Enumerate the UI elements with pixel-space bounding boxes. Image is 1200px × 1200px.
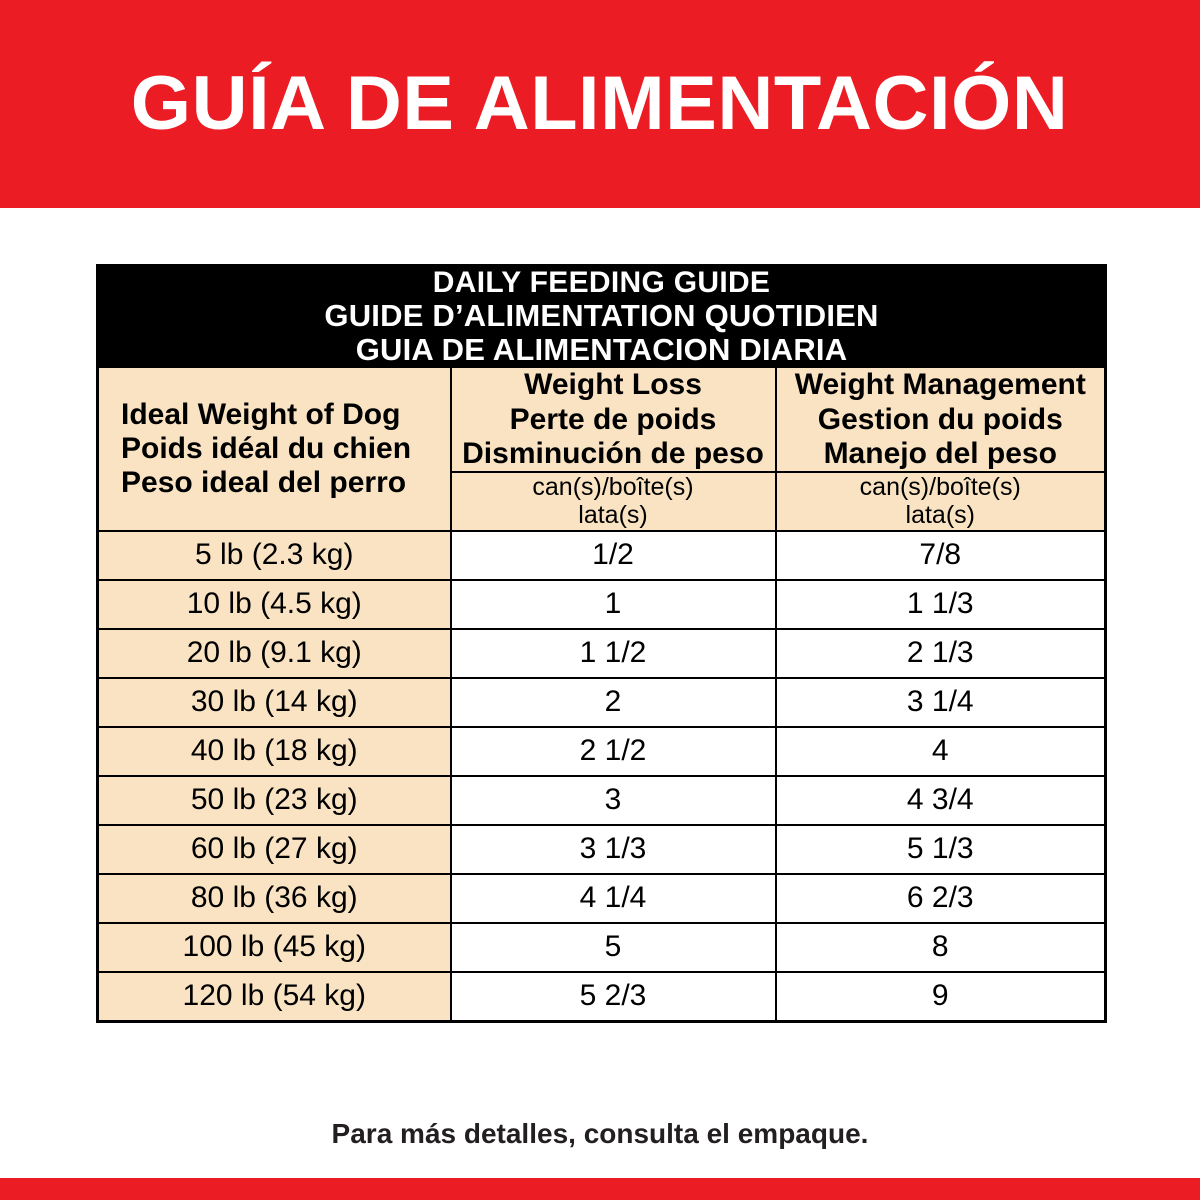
cell-weight-management: 4 3/4 <box>776 776 1106 825</box>
cell-weight-loss: 5 2/3 <box>451 972 776 1022</box>
bottom-accent-bar <box>0 1178 1200 1200</box>
cell-weight: 80 lb (36 kg) <box>98 874 451 923</box>
cell-weight-loss: 2 <box>451 678 776 727</box>
table-header-row-black <box>98 266 1106 368</box>
table-row <box>98 874 1106 923</box>
cell-weight: 10 lb (4.5 kg) <box>98 580 451 629</box>
column-header-weight-loss <box>451 367 776 472</box>
table-row <box>98 923 1106 972</box>
cell-weight-management: 2 1/3 <box>776 629 1106 678</box>
cell-weight-management: 3 1/4 <box>776 678 1106 727</box>
cell-weight: 50 lb (23 kg) <box>98 776 451 825</box>
column-header-weight-loss-en: Weight Loss <box>524 368 702 402</box>
cell-weight-management: 9 <box>776 972 1106 1022</box>
cell-weight-loss: 4 1/4 <box>451 874 776 923</box>
cell-weight-loss: 1 <box>451 580 776 629</box>
cell-weight-loss: 3 <box>451 776 776 825</box>
column-header-weight-management-es: Manejo del peso <box>823 436 1057 470</box>
column-header-weight <box>98 367 451 531</box>
cell-weight: 30 lb (14 kg) <box>98 678 451 727</box>
unit-weight-management-line1: can(s)/boîte(s) <box>859 472 1021 501</box>
table-row <box>98 531 1106 580</box>
table-title-en: DAILY FEEDING GUIDE <box>432 266 771 299</box>
unit-weight-loss-line1: can(s)/boîte(s) <box>532 472 694 501</box>
column-header-weight-loss-es: Disminución de peso <box>462 436 764 470</box>
table-row <box>98 678 1106 727</box>
table-row <box>98 825 1106 874</box>
cell-weight: 20 lb (9.1 kg) <box>98 629 451 678</box>
unit-weight-management-line2: lata(s) <box>905 501 975 530</box>
cell-weight-loss: 3 1/3 <box>451 825 776 874</box>
cell-weight: 5 lb (2.3 kg) <box>98 531 451 580</box>
table-title-fr: GUIDE D’ALIMENTATION QUOTIDIEN <box>324 298 879 334</box>
table-row <box>98 972 1106 1022</box>
cell-weight-management: 6 2/3 <box>776 874 1106 923</box>
cell-weight-loss: 2 1/2 <box>451 727 776 776</box>
cell-weight-management: 7/8 <box>776 531 1106 580</box>
feeding-table-container <box>96 264 1104 1023</box>
table-row <box>98 727 1106 776</box>
cell-weight-loss: 1/2 <box>451 531 776 580</box>
header-banner <box>0 0 1200 208</box>
table-row <box>98 776 1106 825</box>
footnote-text: Para más detalles, consulta el empaque. <box>331 1118 869 1149</box>
unit-weight-management <box>776 472 1106 531</box>
column-header-weight-es: Peso ideal del perro <box>121 466 407 500</box>
cell-weight: 100 lb (45 kg) <box>98 923 451 972</box>
column-header-weight-fr: Poids idéal du chien <box>121 432 412 466</box>
table-row <box>98 580 1106 629</box>
column-header-weight-loss-fr: Perte de poids <box>509 402 717 436</box>
cell-weight-management: 8 <box>776 923 1106 972</box>
cell-weight: 60 lb (27 kg) <box>98 825 451 874</box>
cell-weight: 40 lb (18 kg) <box>98 727 451 776</box>
cell-weight-loss: 5 <box>451 923 776 972</box>
column-header-weight-management-fr: Gestion du poids <box>817 402 1063 436</box>
cell-weight: 120 lb (54 kg) <box>98 972 451 1022</box>
column-header-weight-en: Ideal Weight of Dog <box>121 397 401 431</box>
table-row <box>98 629 1106 678</box>
cell-weight-management: 1 1/3 <box>776 580 1106 629</box>
column-header-weight-management-en: Weight Management <box>794 368 1086 402</box>
table-title-cell <box>98 266 1106 368</box>
unit-weight-loss <box>451 472 776 531</box>
cell-weight-management: 4 <box>776 727 1106 776</box>
table-column-header-row <box>98 367 1106 472</box>
unit-weight-loss-line2: lata(s) <box>578 501 648 530</box>
cell-weight-loss: 1 1/2 <box>451 629 776 678</box>
page-title: GUÍA DE ALIMENTACIÓN <box>131 61 1069 146</box>
column-header-weight-management <box>776 367 1106 472</box>
cell-weight-management: 5 1/3 <box>776 825 1106 874</box>
table-title-es: GUIA DE ALIMENTACION DIARIA <box>355 331 848 367</box>
daily-feeding-guide-table <box>96 264 1107 1023</box>
